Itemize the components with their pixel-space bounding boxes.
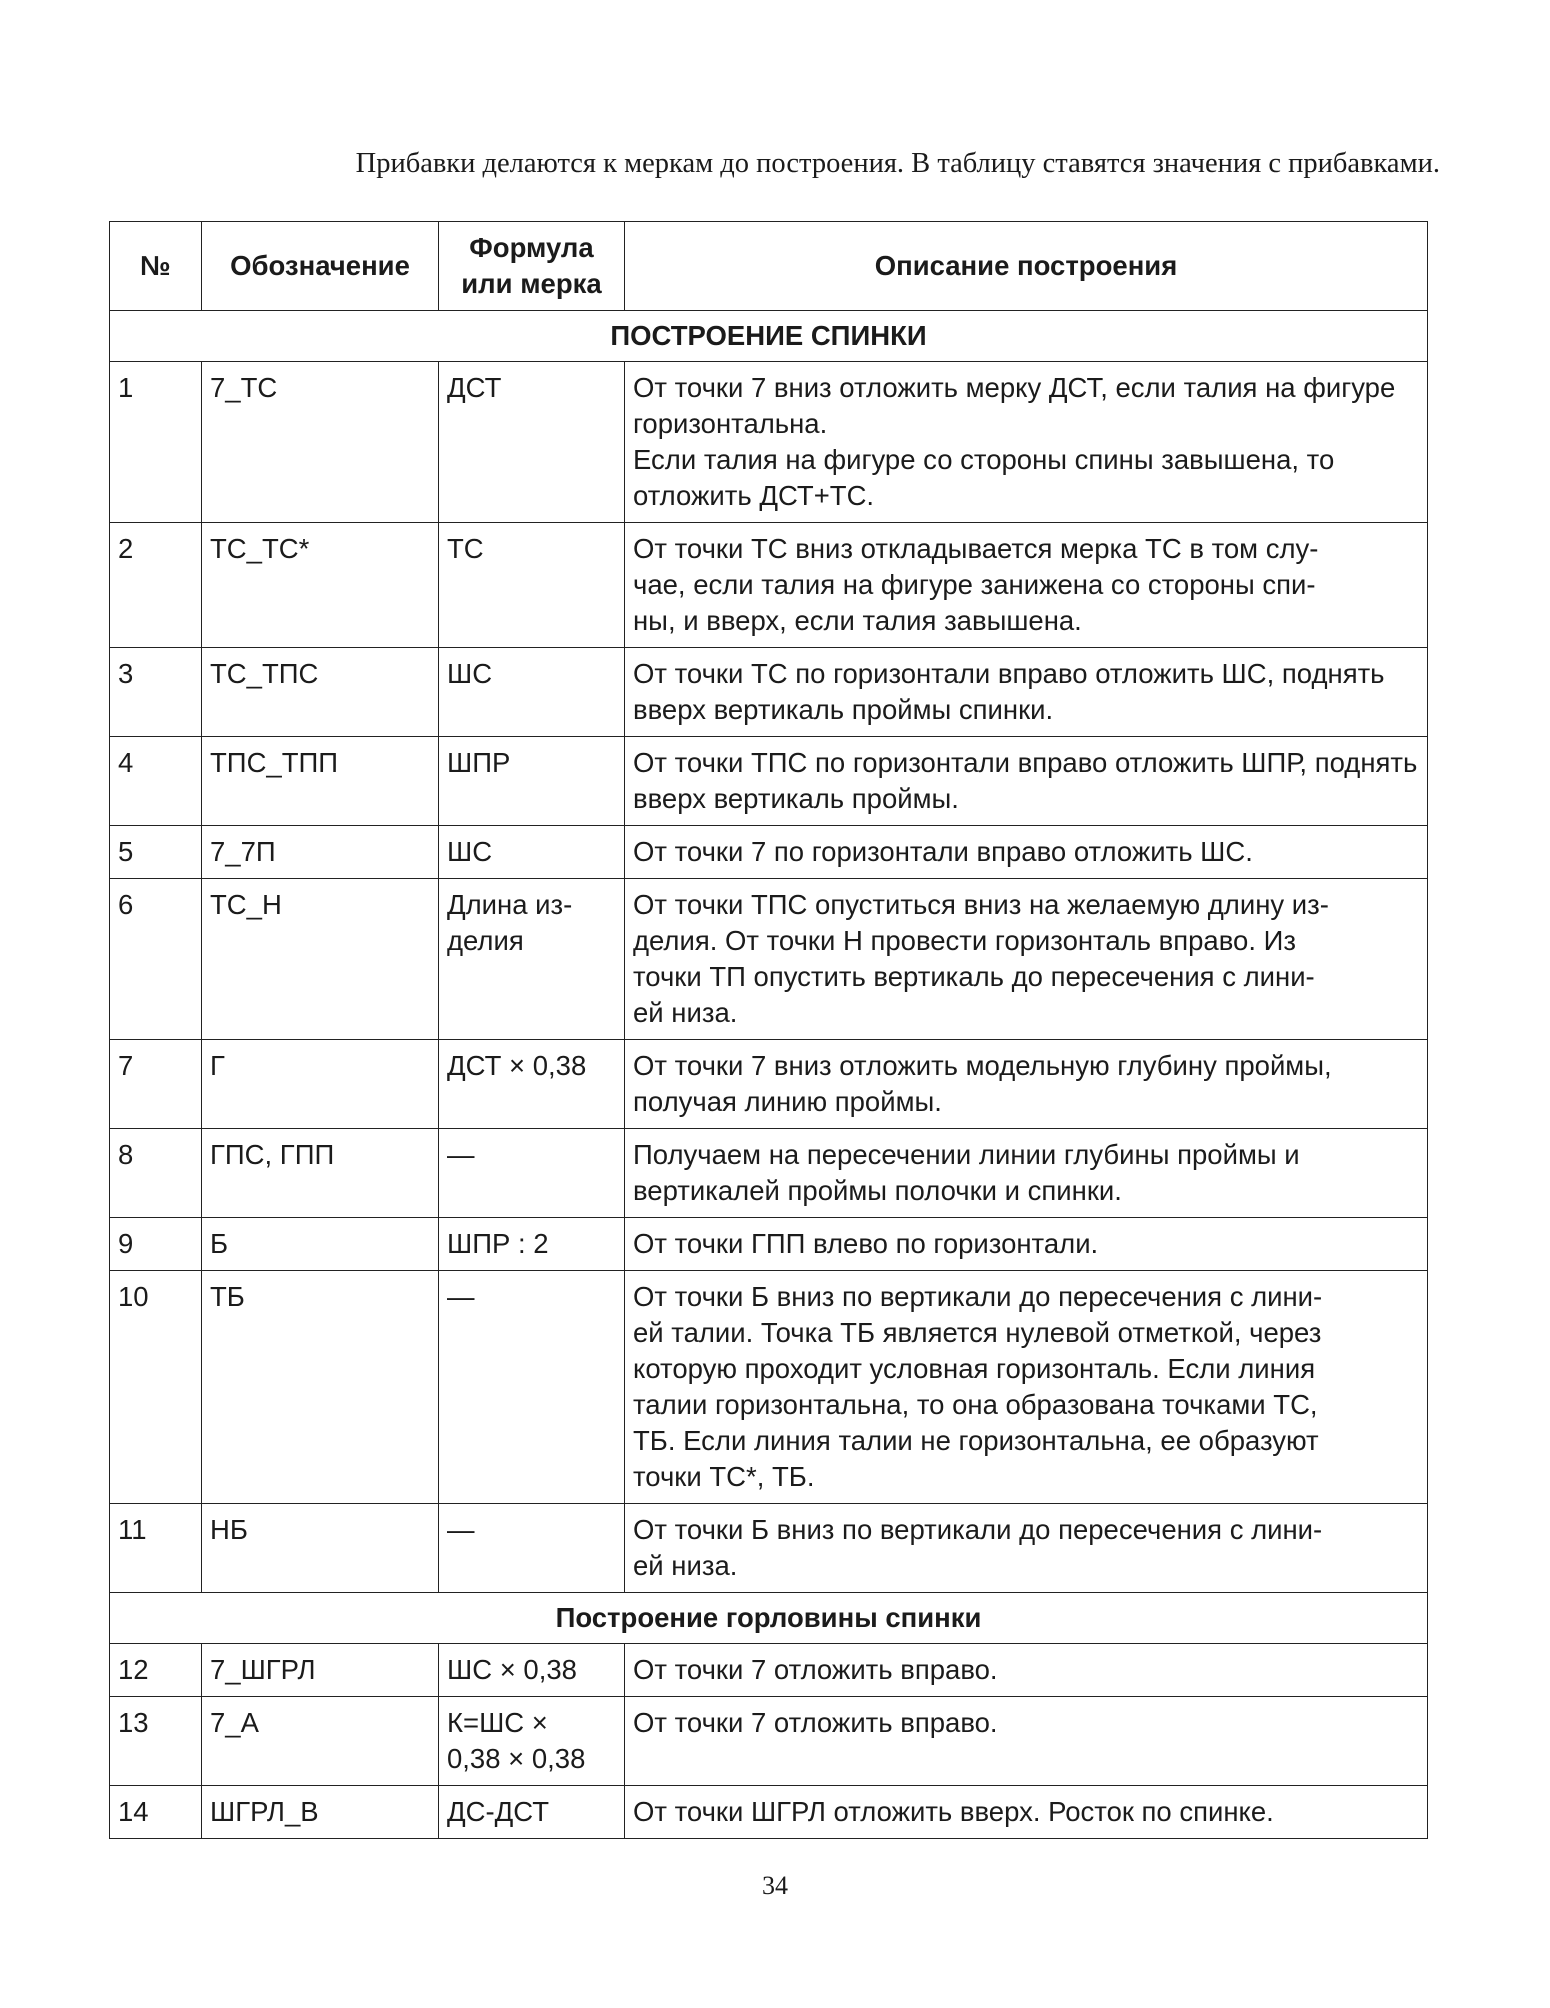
formula-cell: ДСТ: [439, 362, 625, 523]
table-row: [110, 826, 1428, 879]
description-cell: От точки 7 по горизонтали вправо отложить ШС.: [625, 826, 1428, 879]
header-formula: Формула или мерка: [439, 222, 625, 311]
table-row: [110, 1129, 1428, 1218]
table-row: [110, 362, 1428, 523]
designation-cell: Б: [202, 1218, 439, 1271]
description-cell: От точки ШГРЛ отложить вверх. Росток по спинке.: [625, 1786, 1428, 1839]
formula-cell: ДСТ × 0,38: [439, 1040, 625, 1129]
table-row: [110, 1504, 1428, 1593]
designation-cell: 7_7П: [202, 826, 439, 879]
row-number-cell: 2: [110, 523, 202, 648]
table-row: [110, 1786, 1428, 1839]
description-cell: От точки ТПС по горизонтали вправо отложить ШПР, поднять вверх вертикаль проймы.: [625, 737, 1428, 826]
formula-cell: ТС: [439, 523, 625, 648]
row-number-cell: 9: [110, 1218, 202, 1271]
section-title: Построение горловины спинки: [110, 1593, 1428, 1644]
description-cell: От точки 7 вниз отложить мерку ДСТ, если талия на фигуре горизонтальна. Если талия на фигуре со стороны спины завышена, то отложить ДСТ+ТС.: [625, 362, 1428, 523]
formula-cell: Длина из- делия: [439, 879, 625, 1040]
designation-cell: 7_ШГРЛ: [202, 1644, 439, 1697]
section-row: [110, 311, 1428, 362]
formula-cell: ШС: [439, 826, 625, 879]
formula-cell: ШС × 0,38: [439, 1644, 625, 1697]
formula-cell: ШС: [439, 648, 625, 737]
designation-cell: 7_А: [202, 1697, 439, 1786]
formula-cell: ДС-ДСТ: [439, 1786, 625, 1839]
designation-cell: ТБ: [202, 1271, 439, 1504]
header-description: Описание построения: [625, 222, 1428, 311]
row-number-cell: 8: [110, 1129, 202, 1218]
table-body: [110, 311, 1428, 1839]
table-row: [110, 1218, 1428, 1271]
formula-cell: —: [439, 1504, 625, 1593]
description-cell: От точки Б вниз по вертикали до пересечения с лини- ей талии. Точка ТБ является нулевой отметкой, через которую проходит условная горизонталь. Если линия талии горизонтальна, то она образована точками ТС, ТБ. Если линия талии не горизонтальна, ее образуют точки ТС*, ТБ.: [625, 1271, 1428, 1504]
description-cell: От точки 7 отложить вправо.: [625, 1644, 1428, 1697]
formula-cell: ШПР : 2: [439, 1218, 625, 1271]
row-number-cell: 11: [110, 1504, 202, 1593]
designation-cell: НБ: [202, 1504, 439, 1593]
row-number-cell: 14: [110, 1786, 202, 1839]
row-number-cell: 13: [110, 1697, 202, 1786]
designation-cell: ТПС_ТПП: [202, 737, 439, 826]
designation-cell: ГПС, ГПП: [202, 1129, 439, 1218]
description-cell: От точки ТС вниз откладывается мерка ТС в том слу- чае, если талия на фигуре занижена со стороны спи- ны, и вверх, если талия завышена.: [625, 523, 1428, 648]
header-designation: Обозначение: [202, 222, 439, 311]
description-cell: От точки ГПП влево по горизонтали.: [625, 1218, 1428, 1271]
header-number: №: [110, 222, 202, 311]
description-cell: От точки 7 вниз отложить модельную глубину проймы, получая линию проймы.: [625, 1040, 1428, 1129]
designation-cell: ТС_ТС*: [202, 523, 439, 648]
section-title: ПОСТРОЕНИЕ СПИНКИ: [110, 311, 1428, 362]
table-header-row: [110, 222, 1428, 311]
row-number-cell: 6: [110, 879, 202, 1040]
row-number-cell: 7: [110, 1040, 202, 1129]
designation-cell: ШГРЛ_В: [202, 1786, 439, 1839]
table-row: [110, 1271, 1428, 1504]
construction-table: [109, 221, 1428, 1839]
formula-cell: К=ШС × 0,38 × 0,38: [439, 1697, 625, 1786]
row-number-cell: 3: [110, 648, 202, 737]
row-number-cell: 10: [110, 1271, 202, 1504]
description-cell: Получаем на пересечении линии глубины проймы и вертикалей проймы полочки и спинки.: [625, 1129, 1428, 1218]
row-number-cell: 12: [110, 1644, 202, 1697]
designation-cell: ТС_Н: [202, 879, 439, 1040]
table-row: [110, 523, 1428, 648]
section-row: [110, 1593, 1428, 1644]
row-number-cell: 1: [110, 362, 202, 523]
intro-paragraph: Прибавки делаются к меркам до построения. В таблицу ставятся значения с прибавками.: [355, 148, 1440, 179]
description-cell: От точки ТПС опуститься вниз на желаемую длину из- делия. От точки Н провести горизонталь вправо. Из точки ТП опустить вертикаль до пересечения с лини- ей низа.: [625, 879, 1428, 1040]
table-row: [110, 879, 1428, 1040]
designation-cell: 7_ТС: [202, 362, 439, 523]
formula-cell: ШПР: [439, 737, 625, 826]
description-cell: От точки ТС по горизонтали вправо отложить ШС, поднять вверх вертикаль проймы спинки.: [625, 648, 1428, 737]
description-cell: От точки 7 отложить вправо.: [625, 1697, 1428, 1786]
formula-cell: —: [439, 1271, 625, 1504]
formula-cell: —: [439, 1129, 625, 1218]
designation-cell: ТС_ТПС: [202, 648, 439, 737]
table-row: [110, 1697, 1428, 1786]
designation-cell: Г: [202, 1040, 439, 1129]
table-row: [110, 737, 1428, 826]
table-row: [110, 1644, 1428, 1697]
page-number: 34: [762, 1871, 788, 1900]
row-number-cell: 5: [110, 826, 202, 879]
table-row: [110, 648, 1428, 737]
table-row: [110, 1040, 1428, 1129]
row-number-cell: 4: [110, 737, 202, 826]
description-cell: От точки Б вниз по вертикали до пересечения с лини- ей низа.: [625, 1504, 1428, 1593]
